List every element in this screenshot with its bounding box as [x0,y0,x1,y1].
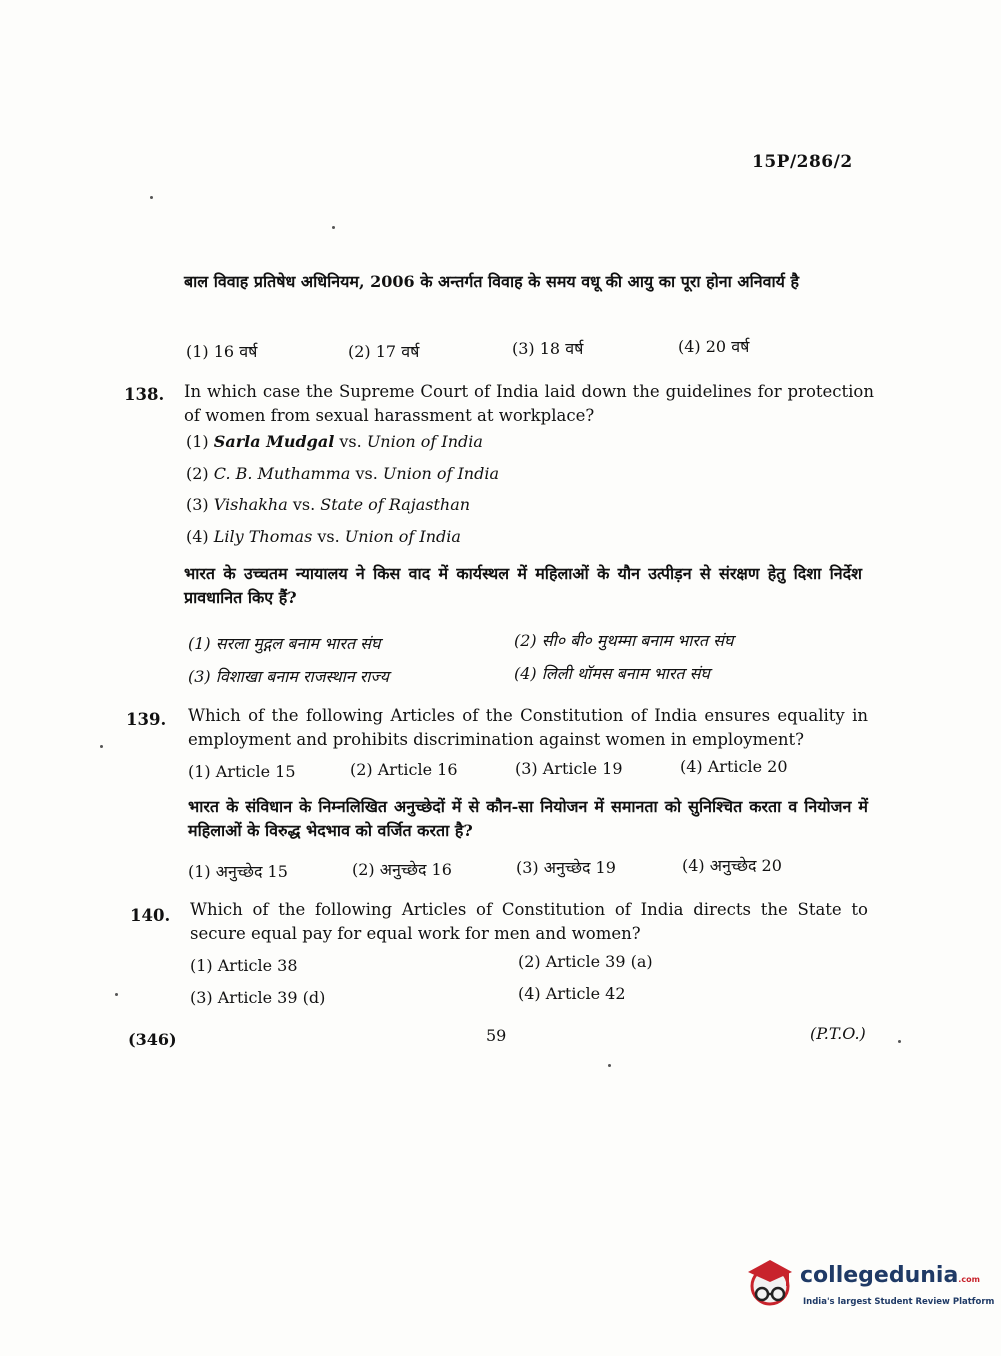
q140-option-1: (1) Article 38 [190,956,298,975]
q138-hindi-option-1: (1) सरला मुद्गल बनाम भारत संघ [188,634,381,653]
q139-hindi-option-2: (2) अनुच्छेद 16 [352,860,452,879]
scan-speck [100,745,103,748]
scan-speck [115,993,118,996]
q139-text: Which of the following Articles of the Constitution of India ensures equality in employment and prohibits discrimination against women in employment? [188,706,868,749]
q138-hindi-text: भारत के उच्चतम न्यायालय ने किस वाद में कार्यस्थल में महिलाओं के यौन उत्पीड़न से संरक्षण हेतु दिशा निर्देश प्रावधानित किए हैं? [184,564,862,607]
q138-hindi-option-4: (4) लिली थॉमस बनाम भारत संघ [514,664,710,683]
q140-option-2: (2) Article 39 (a) [518,952,653,971]
q138-hindi-option-2: (2) सी० बी० मुथम्मा बनाम भारत संघ [514,631,734,650]
footer-code: (346) [128,1030,177,1049]
q137-option-3: (3) 18 वर्ष [512,339,584,358]
page-number: 59 [486,1026,507,1045]
q138-option-2: (2) C. B. Muthamma vs. Union of India [186,464,499,483]
pto-label: (P.T.O.) [810,1024,866,1043]
logo-tagline: India's largest Student Review Platform [803,1297,995,1307]
q139-hindi-option-4: (4) अनुच्छेद 20 [682,856,782,875]
q138-text: In which case the Supreme Court of India laid down the guidelines for protection of women from sexual harassment at workplace? [184,382,874,425]
q138-option-3: (3) Vishakha vs. State of Rajasthan [186,495,471,514]
q138-hindi-option-3: (3) विशाखा बनाम राजस्थान राज्य [188,667,389,686]
q140-text: Which of the following Articles of Constitution of India directs the State to secure equal pay for equal work for men and women? [190,900,868,943]
q139-option-2: (2) Article 16 [350,760,458,779]
q140-number: 140. [130,906,171,925]
q139-hindi-text: भारत के संविधान के निम्नलिखित अनुच्छेदों में से कौन-सा नियोजन में समानता को सुनिश्चित करता व नियोजन में महिलाओं के विरुद्ध भेदभाव को वर्जित करता है? [188,797,868,840]
paper-code: 15P/286/2 [752,152,853,172]
q139-hindi-option-3: (3) अनुच्छेद 19 [516,858,616,877]
collegedunia-logo-icon [742,1254,798,1310]
scan-speck [608,1064,611,1067]
q139-option-3: (3) Article 19 [515,759,623,778]
q137-option-4: (4) 20 वर्ष [678,337,750,356]
q138-option-4: (4) Lily Thomas vs. Union of India [186,527,461,546]
scan-speck [150,196,153,199]
q137-option-1: (1) 16 वर्ष [186,342,258,361]
q139-option-1: (1) Article 15 [188,762,296,781]
q138-number: 138. [124,385,165,404]
scan-speck [332,226,335,229]
logo-wordmark: collegedunia.com [800,1263,980,1288]
q137-hindi-text: बाल विवाह प्रतिषेध अधिनियम, 2006 के अन्तर्गत विवाह के समय वधू की आयु का पूरा होना अनिवार्य है [184,272,799,291]
q140-option-3: (3) Article 39 (d) [190,988,326,1007]
q137-option-2: (2) 17 वर्ष [348,342,420,361]
q139-hindi-option-1: (1) अनुच्छेद 15 [188,862,288,881]
q138-option-1: (1) Sarla Mudgal vs. Union of India [186,432,483,451]
q140-option-4: (4) Article 42 [518,984,626,1003]
scan-speck [898,1040,901,1043]
q139-option-4: (4) Article 20 [680,757,788,776]
q139-number: 139. [126,710,167,729]
